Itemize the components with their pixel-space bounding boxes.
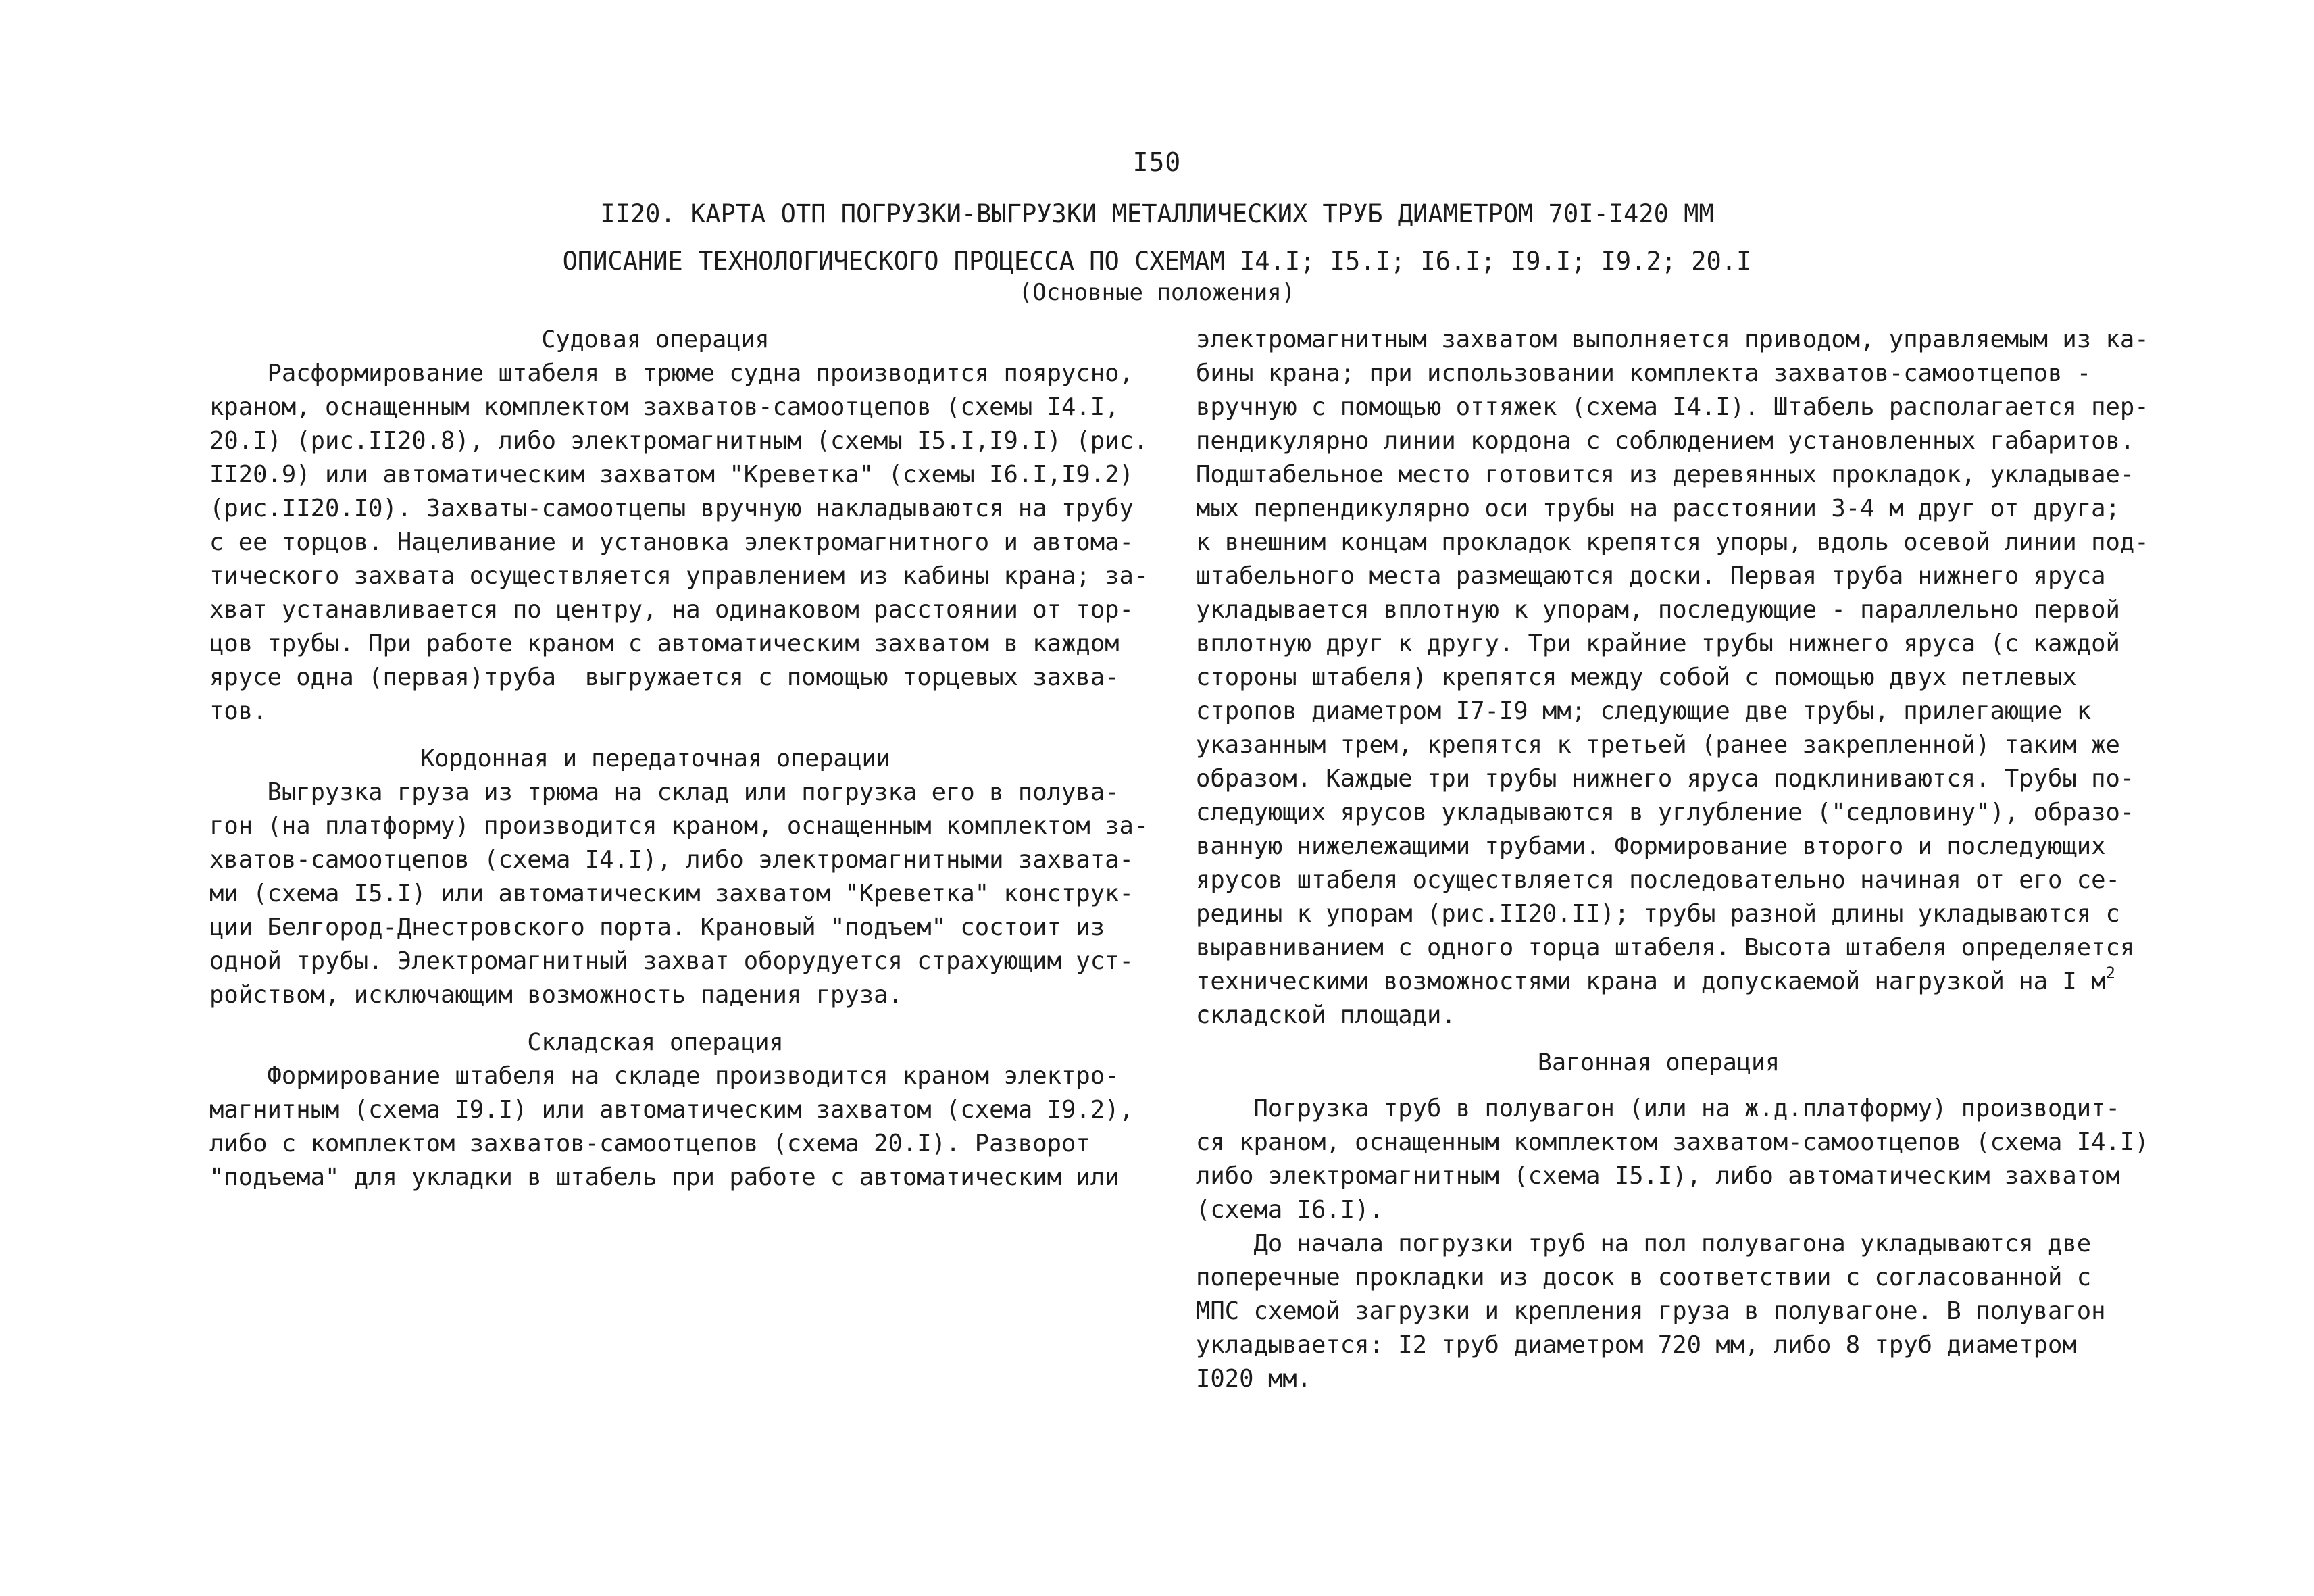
text-line: цов трубы. При работе краном с автоматическим захватом в каждом bbox=[209, 630, 1120, 657]
text-line: ванную нижележащими трубами. Формирование второго и последующих bbox=[1196, 832, 2106, 860]
section-heading-warehouse-operation: Складская операция bbox=[527, 1029, 784, 1056]
text-line: ройством, исключающим возможность падения груза. bbox=[209, 981, 903, 1009]
text-line: с ее торцов. Нацеливание и установка электромагнитного и автома- bbox=[209, 528, 1134, 556]
text-line: образом. Каждые три трубы нижнего яруса подклиниваются. Трубы по- bbox=[1196, 765, 2135, 793]
left-column bbox=[209, 323, 1149, 1195]
text-line: бины крана; при использовании комплекта захватов-самоотцепов - bbox=[1196, 359, 2092, 387]
document-subtitle: ОПИСАНИЕ ТЕХНОЛОГИЧЕСКОГО ПРОЦЕССА ПО СХЕМАМ I4.I; I5.I; I6.I; I9.I; I9.2; 20.I bbox=[562, 247, 1752, 276]
text-line: к внешним концам прокладок крепятся упоры, вдоль осевой линии под- bbox=[1196, 528, 2149, 556]
section-heading-wagon-operation: Вагонная операция bbox=[1537, 1049, 1780, 1076]
document-title: II20. КАРТА ОТП ПОГРУЗКИ-ВЫГРУЗКИ МЕТАЛЛИЧЕСКИХ ТРУБ ДИАМЕТРОМ 70I-I420 ММ bbox=[600, 199, 1714, 228]
text-line: выравниванием с одного торца штабеля. Высота штабеля определяется bbox=[1196, 934, 2135, 962]
text-line: "подъема" для укладки в штабель при работе с автоматическим или bbox=[209, 1164, 1120, 1191]
text-line: Погрузка труб в полувагон (или на ж.д.платформу) производит- bbox=[1196, 1095, 2120, 1122]
text-line: указанным трем, крепятся к третьей (ранее закрепленной) таким же bbox=[1196, 731, 2120, 759]
text-line: электромагнитным захватом выполняется приводом, управляемым из ка- bbox=[1196, 326, 2149, 353]
text-line: (схема I6.I). bbox=[1196, 1196, 1384, 1224]
paragraph-wagon-operation bbox=[1196, 1092, 2149, 1227]
text-line: вплотную друг к другу. Три крайние трубы нижнего яруса (с каждой bbox=[1196, 630, 2120, 657]
text-line: укладывается вплотную к упорам, последующие - параллельно первой bbox=[1196, 596, 2120, 624]
paragraph-warehouse-continued bbox=[1196, 323, 2149, 1032]
text-line: II20.9) или автоматическим захватом "Креветка" (схемы I6.I,I9.2) bbox=[209, 461, 1134, 489]
text-line: либо электромагнитным (схема I5.I), либо автоматическим захватом bbox=[1196, 1162, 2120, 1190]
text-line: стропов диаметром I7-I9 мм; следующие две трубы, прилегающие к bbox=[1196, 697, 2092, 725]
text-line bbox=[1196, 965, 2121, 999]
text-line: следующих ярусов укладываются в углубление ("седловину"), образо- bbox=[1196, 799, 2135, 826]
page-number: I50 bbox=[1132, 147, 1182, 177]
text-line: I020 мм. bbox=[1196, 1365, 1311, 1393]
text-line: ярусе одна (первая)труба выгружается с помощью торцевых захва- bbox=[209, 664, 1120, 691]
text-line: стороны штабеля) крепятся между собой с помощью двух петлевых bbox=[1196, 664, 2077, 691]
text-line: МПС схемой загрузки и крепления груза в полувагоне. В полувагон bbox=[1196, 1297, 2106, 1325]
text-line: хватов-самоотцепов (схема I4.I), либо электромагнитными захвата- bbox=[209, 846, 1134, 874]
text-line: магнитным (схема I9.I) или автоматическим захватом (схема I9.2), bbox=[209, 1096, 1134, 1124]
text-line: редины к упорам (рис.II20.II); трубы разной длины укладываются с bbox=[1196, 900, 2120, 928]
text-line: (рис.II20.I0). Захваты-самоотцепы вручную накладываются на трубу bbox=[209, 495, 1134, 522]
text-line: пендикулярно линии кордона с соблюдением установленных габаритов. bbox=[1196, 427, 2135, 455]
section-heading-ship-operation: Судовая операция bbox=[541, 326, 770, 353]
text-line: одной трубы. Электромагнитный захват оборудуется страхующим уст- bbox=[209, 947, 1134, 975]
text-line: Выгрузка груза из трюма на склад или погрузка его в полува- bbox=[209, 778, 1120, 806]
paragraph-ship-operation bbox=[209, 357, 1149, 728]
text-line: ся краном, оснащенным комплектом захватом-самоотцепов (схема I4.I) bbox=[1196, 1128, 2149, 1156]
text-line: ми (схема I5.I) или автоматическим захватом "Креветка" конструк- bbox=[209, 880, 1134, 907]
text-line: вручную с помощью оттяжек (схема I4.I). Штабель располагается пер- bbox=[1196, 393, 2149, 421]
text-line: ции Белгород-Днестровского порта. Крановый "подъем" состоит из bbox=[209, 914, 1105, 941]
text-line: Подштабельное место готовится из деревянных прокладок, укладывае- bbox=[1196, 461, 2135, 489]
text-line: Расформирование штабеля в трюме судна производится поярусно, bbox=[209, 359, 1134, 387]
text-line: краном, оснащенным комплектом захватов-самоотцепов (схемы I4.I, bbox=[209, 393, 1120, 421]
text-line: 20.I) (рис.II20.8), либо электромагнитным (схемы I5.I,I9.I) (рис. bbox=[209, 427, 1149, 455]
paragraph-warehouse-operation bbox=[209, 1059, 1134, 1195]
text-line: гон (на платформу) производится краном, оснащенным комплектом за- bbox=[209, 812, 1149, 840]
text-line-main: техническими возможностями крана и допускаемой нагрузкой на I м bbox=[1196, 968, 2106, 995]
superscript: 2 bbox=[2105, 964, 2115, 982]
text-line: складской площади. bbox=[1196, 1001, 1456, 1029]
text-line: укладывается: I2 труб диаметром 720 мм, либо 8 труб диаметром bbox=[1196, 1331, 2077, 1359]
text-line: либо с комплектом захватов-самоотцепов (схема 20.I). Разворот bbox=[209, 1130, 1090, 1157]
text-line: мых перпендикулярно оси трубы на расстоянии 3-4 м друг от друга; bbox=[1196, 495, 2120, 522]
text-line: Формирование штабеля на складе производится краном электро- bbox=[209, 1062, 1120, 1090]
text-line: тов. bbox=[209, 697, 268, 725]
paragraph-berth-operation bbox=[209, 776, 1149, 1012]
text-line: поперечные прокладки из досок в соответствии с согласованной с bbox=[1196, 1264, 2092, 1291]
right-column bbox=[1196, 323, 2149, 1396]
text-line: штабельного места размещаются доски. Первая труба нижнего яруса bbox=[1196, 562, 2106, 590]
text-line: ярусов штабеля осуществляется последовательно начиная от его се- bbox=[1196, 866, 2120, 894]
text-line: хват устанавливается по центру, на одинаковом расстоянии от тор- bbox=[209, 596, 1134, 624]
paragraph-wagon-loading bbox=[1196, 1227, 2121, 1396]
document-subtitle-note: (Основные положения) bbox=[1018, 279, 1296, 306]
text-line: До начала погрузки труб на пол полувагона укладываются две bbox=[1196, 1230, 2092, 1257]
text-line: тического захвата осуществляется управлением из кабины крана; за- bbox=[209, 562, 1149, 590]
section-heading-berth-operation: Кордонная и передаточная операции bbox=[420, 745, 890, 772]
